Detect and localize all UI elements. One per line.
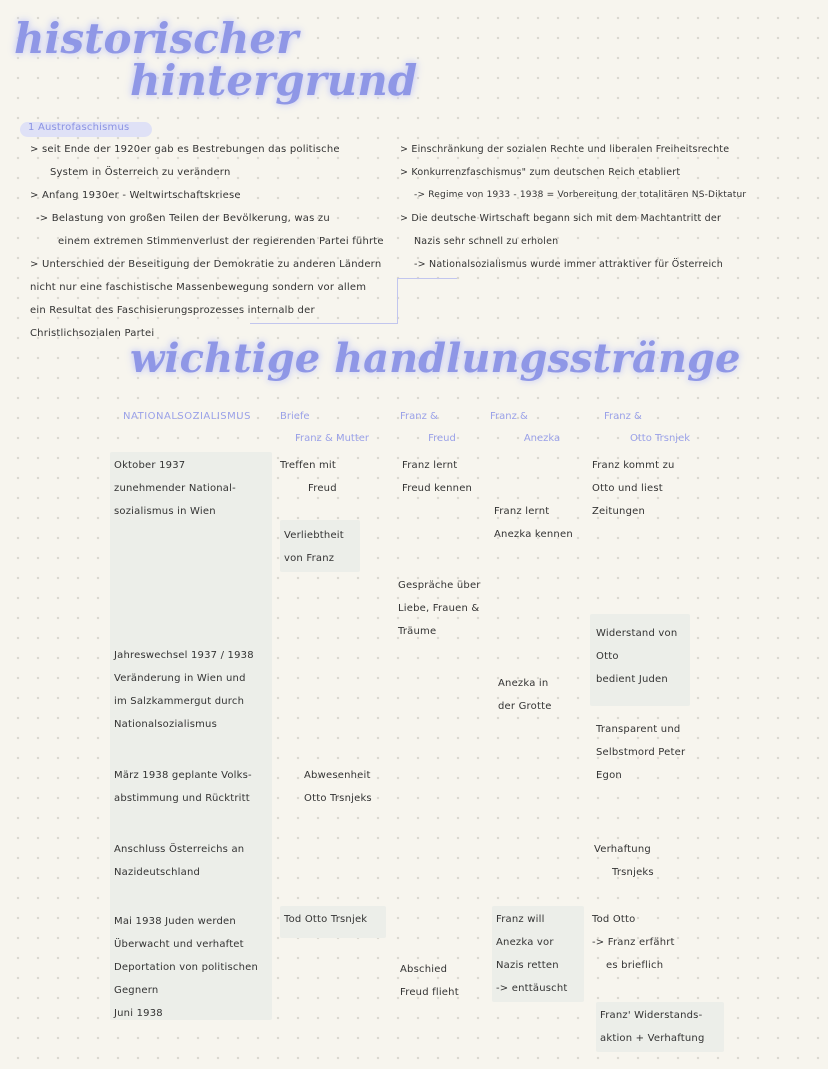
event-line: Überwacht und verhaftet — [114, 939, 244, 950]
connector-line — [397, 278, 398, 324]
left-point: Christlichsozialen Partei — [30, 328, 155, 339]
event-line: Otto — [596, 651, 619, 662]
right-points — [400, 138, 780, 276]
briefe-abwesenheit — [304, 764, 396, 810]
event-line: Juni 1938 — [114, 1008, 163, 1019]
event-line: Franz lernt — [402, 460, 458, 471]
page-title-line1: historischer — [14, 14, 299, 63]
column-header-briefe-sub: Franz & Mutter — [294, 433, 370, 444]
left-point: -> Belastung von großen Teilen der Bevölkerung, was zu — [36, 213, 330, 224]
franz-widerstand — [600, 1004, 724, 1050]
column-header-nationalsozialismus: NATIONALSOZIALISMUS — [123, 411, 251, 422]
event-line: Otto und liest — [592, 483, 663, 494]
event-line: Nazis retten — [496, 960, 559, 971]
event-line: Anschluss Österreichs an — [114, 844, 245, 855]
briefe-treffen — [280, 454, 360, 500]
freud-gespraeche — [398, 574, 494, 643]
column-header-anezka-sub: Anezka — [523, 433, 561, 444]
left-point: > Unterschied der Beseitigung der Demokratie zu anderen Ländern — [30, 259, 382, 270]
event-line: Anezka in — [498, 678, 549, 689]
event-line: Freud flieht — [400, 987, 459, 998]
event-line: Gespräche über — [398, 580, 481, 591]
event-line: Selbstmord Peter — [596, 747, 686, 758]
event-line: Franz will — [496, 914, 545, 925]
event-line: Deportation von politischen — [114, 962, 259, 973]
freud-abschied — [400, 958, 480, 1004]
storylines-heading: wichtige handlungsstränge — [130, 335, 741, 382]
right-point: Nazis sehr schnell zu erholen — [414, 236, 559, 247]
connector-line — [250, 323, 398, 324]
event-line: Abschied — [400, 964, 448, 975]
left-points — [30, 138, 390, 345]
otto-verhaftung — [594, 838, 694, 884]
column-header-freud-sub: Freud — [428, 433, 456, 444]
column-header-briefe: Briefe — [280, 411, 310, 422]
event-line: es brieflich — [606, 960, 664, 971]
briefe-verliebtheit — [284, 524, 360, 570]
event-line: Gegnern — [114, 985, 159, 996]
event-line: März 1938 geplante Volks- — [114, 770, 252, 781]
freud-kennen — [402, 454, 482, 500]
anezka-grotte — [498, 672, 578, 718]
event-line: Franz' Widerstands- — [600, 1010, 703, 1021]
event-line: Verliebtheit — [284, 530, 344, 541]
event-line: zunehmender National- — [114, 483, 236, 494]
briefe-tod: Tod Otto Trsnjek — [284, 914, 368, 925]
left-point: > seit Ende der 1920er gab es Bestrebungen das politische — [30, 144, 340, 155]
event-line: Verhaftung — [594, 844, 651, 855]
column-header-freud: Franz & — [400, 411, 438, 422]
left-point: > Anfang 1930er - Weltwirtschaftskriese — [30, 190, 241, 201]
event-line: aktion + Verhaftung — [600, 1033, 705, 1044]
left-point: ein Resultat des Faschisierungsprozesses internalb der — [30, 305, 315, 316]
right-point: > Die deutsche Wirtschaft begann sich mit dem Machtantritt der — [400, 213, 722, 224]
section-label: 1 Austrofaschismus — [28, 122, 130, 133]
event-line: -> enttäuscht — [496, 983, 568, 994]
column-header-otto-sub: Otto Trsnjek — [629, 433, 691, 444]
left-point: einem extremen Stimmenverlust der regierenden Partei führte — [58, 236, 384, 247]
event-line: der Grotte — [498, 701, 552, 712]
event-line: Oktober 1937 — [114, 460, 186, 471]
event-line: Trsnjeks — [612, 867, 654, 878]
event-line: Treffen mit — [280, 460, 337, 471]
column-header-anezka: Franz & — [490, 411, 528, 422]
event-line: Zeitungen — [592, 506, 646, 517]
event-line: Tod Otto — [592, 914, 636, 925]
event-line: Anezka kennen — [494, 529, 573, 540]
event-line: Freud kennen — [402, 483, 473, 494]
event-maerz-1938 — [114, 764, 282, 810]
event-line: Liebe, Frauen & — [398, 603, 480, 614]
event-line: Mai 1938 Juden werden — [114, 916, 236, 927]
event-line: -> Franz erfährt — [592, 937, 675, 948]
event-line: Veränderung in Wien und — [114, 673, 246, 684]
otto-widerstand — [596, 622, 692, 691]
event-mai-1938 — [114, 910, 282, 1025]
right-point: -> Regime von 1933 - 1938 = Vorbereitung der totalitären NS-Diktatur — [414, 190, 747, 200]
event-line: Franz lernt — [494, 506, 550, 517]
event-line: Transparent und — [596, 724, 681, 735]
event-anschluss — [114, 838, 272, 884]
otto-zeitungen — [592, 454, 712, 523]
event-line: Egon — [596, 770, 622, 781]
left-point: System in Österreich zu verändern — [50, 167, 231, 178]
event-line: Otto Trsnjeks — [304, 793, 372, 804]
right-point: > Einschränkung der sozialen Rechte und liberalen Freiheitsrechte — [400, 144, 730, 155]
otto-selbstmord — [596, 718, 706, 787]
column-header-otto: Franz & — [604, 411, 642, 422]
event-jahreswechsel — [114, 644, 272, 736]
connector-line — [397, 278, 457, 279]
otto-tod — [592, 908, 702, 977]
right-point: > Konkurrenzfaschismus" zum deutschen Reich etabliert — [400, 167, 681, 178]
page-title-line2: hintergrund — [130, 56, 418, 105]
left-point: nicht nur eine faschistische Massenbewegung sondern vor allem — [30, 282, 367, 293]
event-line: Träume — [398, 626, 437, 637]
event-line: Abwesenheit — [304, 770, 371, 781]
event-line: sozialismus in Wien — [114, 506, 216, 517]
event-line: im Salzkammergut durch — [114, 696, 245, 707]
event-line: abstimmung und Rücktritt — [114, 793, 250, 804]
right-point: -> Nationalsozialismus wurde immer attraktiver für Österreich — [414, 259, 723, 270]
event-line: Nationalsozialismus — [114, 719, 218, 730]
event-line: von Franz — [284, 553, 335, 564]
event-line: Widerstand von — [596, 628, 678, 639]
event-line: Anezka vor — [496, 937, 554, 948]
event-line: Nazideutschland — [114, 867, 201, 878]
event-line: Jahreswechsel 1937 / 1938 — [114, 650, 254, 661]
anezka-kennen — [494, 500, 582, 546]
event-line: bedient Juden — [596, 674, 668, 685]
event-line: Franz kommt zu — [592, 460, 675, 471]
event-line: Freud — [308, 483, 337, 494]
event-oct-1937 — [114, 454, 272, 523]
anezka-retten — [496, 908, 584, 1000]
